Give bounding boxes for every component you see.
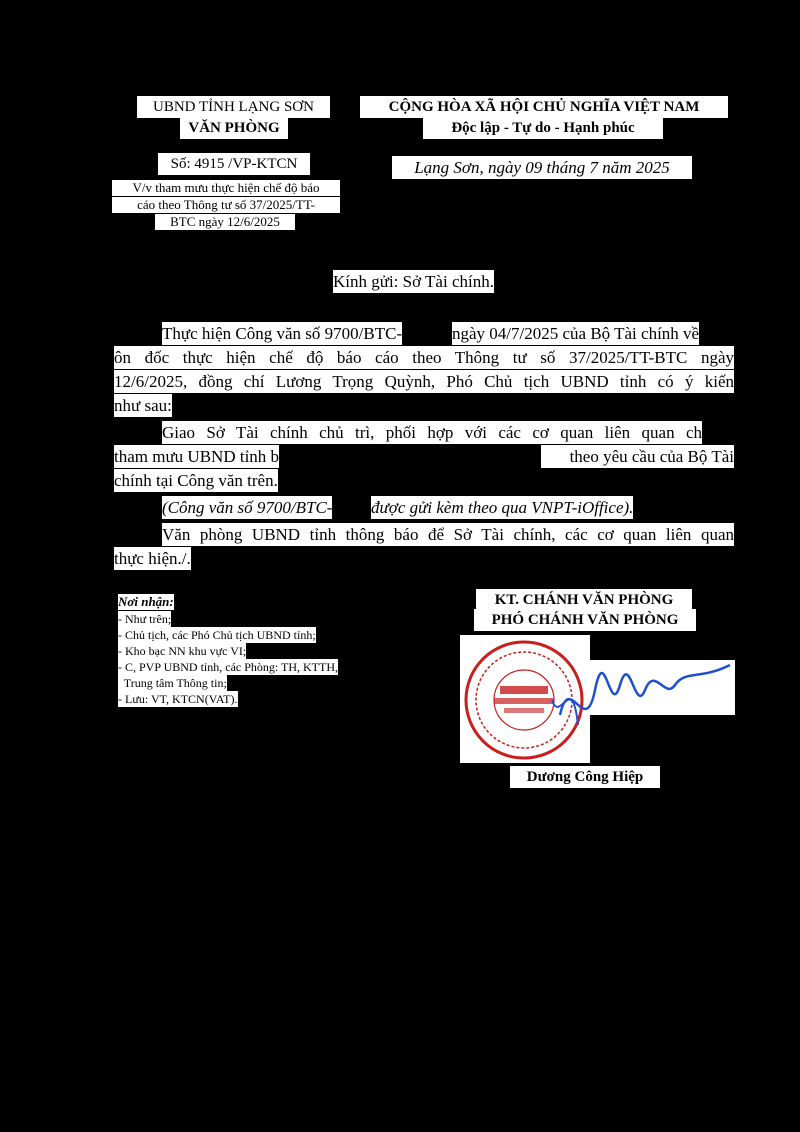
body-p2-line2b: theo yêu cầu của Bộ Tài	[541, 445, 734, 468]
agency-name: UBND TỈNH LẠNG SƠN	[137, 96, 330, 118]
agency-underline	[200, 139, 270, 140]
place-date: Lạng Sơn, ngày 09 tháng 7 năm 2025	[392, 156, 692, 179]
body-p1-line3: 12/6/2025, đồng chí Lương Trọng Quỳnh, Phó Chủ tịch UBND tỉnh có ý kiến	[114, 372, 734, 391]
redaction-block	[424, 324, 452, 344]
signature-title-1: KT. CHÁNH VĂN PHÒNG	[476, 589, 692, 611]
recipients-item: - Như trên;	[118, 612, 172, 626]
body-p3-a: (Công văn số 9700/BTC-	[162, 498, 333, 517]
body-p2-line1: Giao Sở Tài chính chủ trì, phối hợp với các cơ quan liên quan ch	[162, 423, 702, 442]
body-p1-line1a: Thực hiện Công văn số 9700/BTC-	[162, 324, 403, 343]
nation-title: CỘNG HÒA XÃ HỘI CHỦ NGHĨA VIỆT NAM	[360, 96, 728, 118]
subject-line-3: BTC ngày 12/6/2025	[155, 214, 295, 230]
recipients-item: - Lưu: VT, KTCN(VAT).	[118, 692, 238, 706]
body-p1-line2: ôn đốc thực hiện chế độ báo cáo theo Thông tư số 37/2025/TT-BTC ngày	[114, 348, 734, 367]
body-p2-line3: chính tại Công văn trên.	[114, 471, 278, 490]
motto-underline	[425, 140, 659, 141]
body-p1-line1b: ngày 04/7/2025 của Bộ Tài chính về	[452, 324, 700, 343]
official-seal-icon	[460, 630, 740, 765]
body-p4-line1: Văn phòng UBND tỉnh thông báo để Sở Tài chính, các cơ quan liên quan	[162, 525, 734, 544]
signature-title-2: PHÓ CHÁNH VĂN PHÒNG	[474, 609, 696, 631]
recipients-item: - C, PVP UBND tỉnh, các Phòng: TH, KTTH,	[118, 660, 338, 674]
body-p4-line2: thực hiện./.	[114, 549, 191, 568]
recipients-item: Trung tâm Thông tin;	[118, 676, 227, 690]
recipients-title: Nơi nhận:	[118, 594, 174, 609]
national-motto: Độc lập - Tự do - Hạnh phúc	[423, 117, 663, 139]
signer-name: Dương Công Hiệp	[510, 766, 660, 788]
document-number: Số: 4915 /VP-KTCN	[158, 153, 310, 175]
body-p1-line4: như sau:	[114, 396, 172, 415]
recipients-item: - Kho bạc NN khu vực VI;	[118, 644, 247, 658]
redaction-block-2	[343, 498, 371, 518]
agency-office: VĂN PHÒNG	[180, 117, 288, 139]
recipients-item: - Chủ tịch, các Phó Chủ tịch UBND tỉnh;	[118, 628, 316, 642]
body-p2-line2a: tham mưu UBND tỉnh b	[114, 447, 280, 466]
subject-line-2: cáo theo Thông tư số 37/2025/TT-	[112, 197, 340, 213]
body-p3-b: được gửi kèm theo qua VNPT-iOffice).	[371, 498, 634, 517]
recipient: Kính gửi: Sở Tài chính.	[333, 272, 494, 291]
subject-line-1: V/v tham mưu thực hiện chế độ báo	[112, 180, 340, 196]
